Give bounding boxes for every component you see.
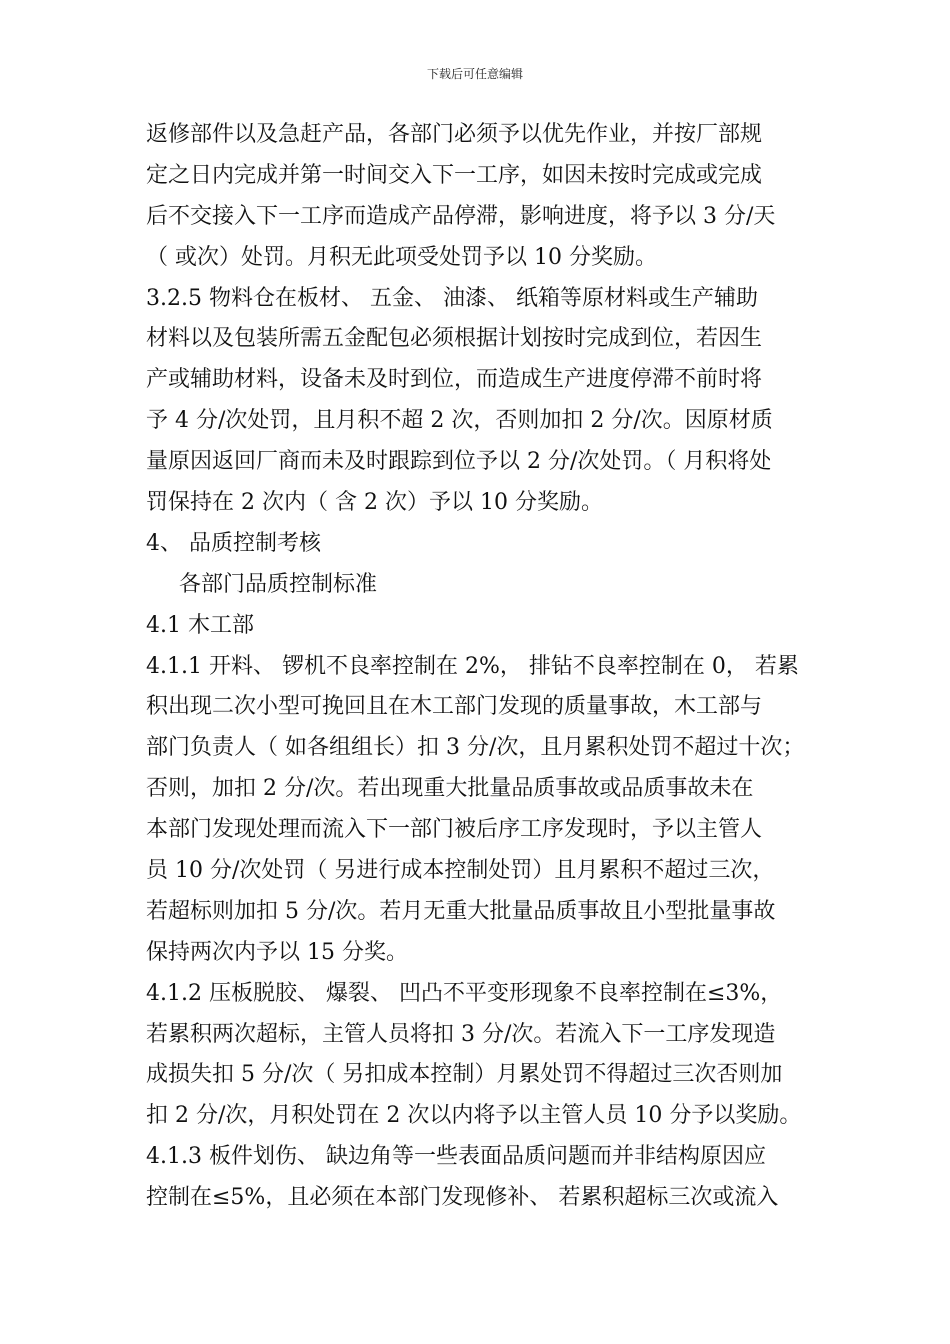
page-header: 下载后可任意编辑 [426, 67, 523, 81]
text-line: 积出现二次小型可挽回且在木工部门发现的质量事故，木工部与 [146, 694, 763, 720]
text-line: 予 4 分/次处罚，且月积不超 2 次，否则加扣 2 分/次。因原材质 [146, 408, 773, 434]
subsection-heading: 4.1 木工部 [146, 612, 254, 638]
text-line: 材料以及包装所需五金配包必须根据计划按时完成到位，若因生 [146, 326, 763, 352]
text-line: 若超标则加扣 5 分/次。若月无重大批量品质事故且小型批量事故 [146, 898, 776, 924]
text-line: 成损失扣 5 分/次（ 另扣成本控制）月累处罚不得超过三次否则加 [146, 1062, 783, 1088]
text-line: 控制在≤5%，且必须在本部门发现修补、 若累积超标三次或流入 [146, 1185, 779, 1211]
section-heading: 4、 品质控制考核 [146, 530, 321, 556]
text-line: 返修部件以及急赶产品，各部门必须予以优先作业，并按厂部规 [146, 122, 763, 147]
text-line: 量原因返回厂商而未及时跟踪到位予以 2 分/次处罚。（ 月积将处 [146, 449, 772, 475]
text-line: 4.1.3 板件划伤、 缺边角等一些表面品质问题而并非结构原因应 [146, 1144, 766, 1170]
text-line: 保持两次内予以 15 分奖。 [146, 939, 408, 965]
document-body [146, 115, 814, 1219]
text-line: 部门负责人（ 如各组组长）扣 3 分/次，且月累积处罚不超过十次； [146, 735, 805, 761]
text-line: 4.1.1 开料、 锣机不良率控制在 2%， 排钻不良率控制在 0， 若累 [146, 653, 799, 679]
text-line: 3.2.5 物料仓在板材、 五金、 油漆、 纸箱等原材料或生产辅助 [146, 285, 758, 311]
text-line: 后不交接入下一工序而造成产品停滞，影响进度，将予以 3 分/天 [146, 203, 776, 229]
text-line: 扣 2 分/次，月积处罚在 2 次以内将予以主管人员 10 分予以奖励。 [146, 1103, 802, 1129]
text-line: 否则，加扣 2 分/次。若出现重大批量品质事故或品质事故未在 [146, 776, 754, 802]
text-line: 本部门发现处理而流入下一部门被后序工序发现时，予以主管人 [146, 817, 763, 843]
text-line: 定之日内完成并第一时间交入下一工序，如因未按时完成或完成 [146, 162, 763, 188]
text-line: 若累积两次超标，主管人员将扣 3 分/次。若流入下一工序发现造 [146, 1021, 776, 1047]
text-line: 罚保持在 2 次内（ 含 2 次）予以 10 分奖励。 [146, 490, 603, 516]
subsection-heading: 各部门品质控制标准 [179, 571, 378, 597]
text-line: 产或辅助材料，设备未及时到位，而造成生产进度停滞不前时将 [146, 367, 763, 393]
text-line: 员 10 分/次处罚（ 另进行成本控制处罚）且月累积不超过三次， [146, 858, 775, 884]
text-line: 4.1.2 压板脱胶、 爆裂、 凹凸不平变形现象不良率控制在≤3%， [146, 980, 783, 1006]
text-line: （ 或次）处罚。月积无此项受处罚予以 10 分奖励。 [146, 244, 657, 270]
